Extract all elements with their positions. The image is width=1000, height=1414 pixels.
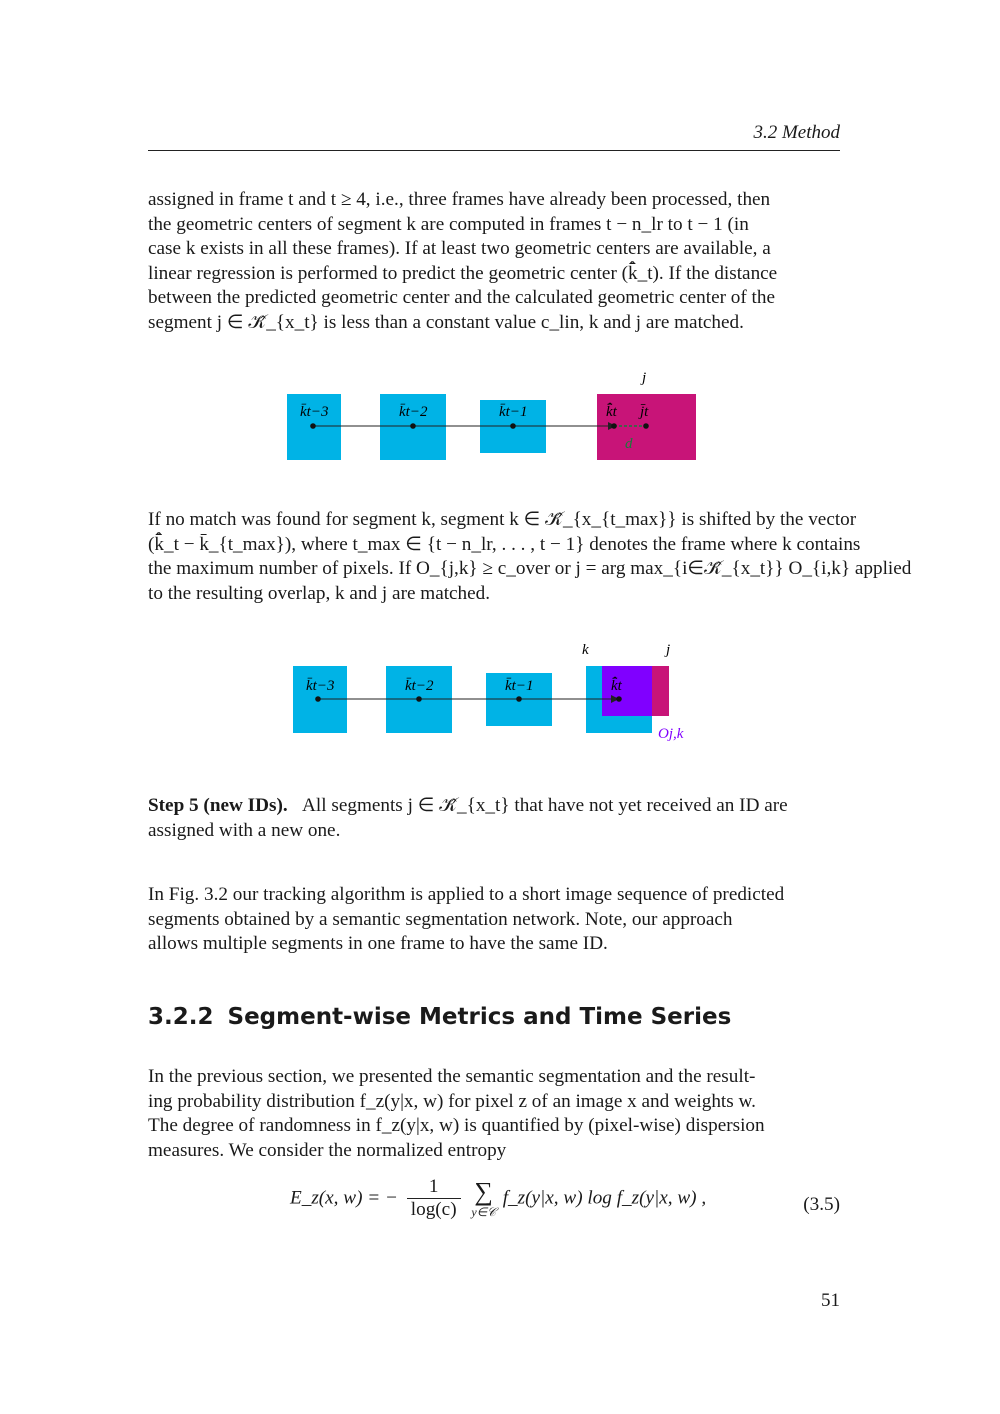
equation-rhs: f_z(y|x, w) log f_z(y|x, w) , bbox=[502, 1187, 707, 1209]
text-line: ing probability distribution f_z(y|x, w) for pixel z of an image x and weights w. bbox=[148, 1090, 756, 1112]
center-point bbox=[510, 423, 516, 429]
center-point bbox=[315, 696, 321, 702]
running-head: 3.2 Method bbox=[753, 122, 840, 143]
fraction-numerator: 1 bbox=[407, 1176, 461, 1199]
page-number: 51 bbox=[821, 1290, 840, 1311]
summation-index: y∈𝒞 bbox=[471, 1204, 496, 1219]
paragraph-figure-reference bbox=[148, 883, 840, 957]
figure-linear-regression bbox=[280, 360, 720, 470]
text-line: assigned with a new one. bbox=[148, 819, 341, 841]
text-line: measures. We consider the normalized entropy bbox=[148, 1139, 507, 1161]
step5-heading: Step 5 (new IDs). bbox=[148, 795, 288, 816]
label-j: j bbox=[666, 642, 671, 658]
label-j: j bbox=[642, 370, 647, 386]
equation-fraction bbox=[407, 1176, 461, 1221]
equation-body bbox=[290, 1176, 706, 1221]
text-line: The degree of randomness in f_z(y|x, w) is quantified by (pixel-wise) dispersion bbox=[148, 1115, 765, 1136]
paragraph-linear-regression bbox=[148, 188, 840, 335]
summation bbox=[471, 1176, 496, 1219]
label-k-t-3: k̄t−3 bbox=[300, 404, 329, 420]
text-line: the maximum number of pixels. If O_{j,k} ≥ c_over or j = arg max_{i∈𝒦̂_{x_t}} O_{i,k} applied bbox=[148, 558, 912, 579]
text-line: assigned in frame t and t ≥ 4, i.e., three frames have already been processed, then bbox=[148, 189, 771, 210]
label-j-t: j̄t bbox=[640, 404, 649, 420]
paragraph-step5 bbox=[148, 794, 840, 843]
label-k-t-2: k̄t−2 bbox=[399, 404, 428, 420]
text-line: between the predicted geometric center and the calculated geometric center of the bbox=[148, 287, 775, 308]
text-line: In the previous section, we presented the semantic segmentation and the result- bbox=[148, 1066, 756, 1087]
center-point bbox=[410, 423, 416, 429]
header-rule bbox=[148, 150, 840, 151]
paragraph-overlap-shift bbox=[148, 508, 912, 606]
figure-overlap bbox=[280, 636, 720, 746]
label-k-t-2: k̄t−2 bbox=[405, 678, 434, 694]
text-line: to the resulting overlap, k and j are matched. bbox=[148, 582, 491, 604]
label-distance: d bbox=[625, 436, 633, 452]
label-k-t-1: k̄t−1 bbox=[499, 404, 528, 420]
text-line: If no match was found for segment k, segment k ∈ 𝒦̂_{x_{t_max}} is shifted by the vector bbox=[148, 509, 857, 530]
overlap-region bbox=[602, 666, 652, 716]
center-point bbox=[416, 696, 422, 702]
text-line: segments obtained by a semantic segmentation network. Note, our approach bbox=[148, 908, 733, 930]
text-line: allows multiple segments in one frame to have the same ID. bbox=[148, 933, 608, 954]
sigma-symbol: ∑ bbox=[474, 1176, 493, 1206]
center-point bbox=[310, 423, 316, 429]
label-k-t-3: k̄t−3 bbox=[306, 678, 335, 694]
label-k: k bbox=[582, 642, 589, 658]
label-k-t-1: k̄t−1 bbox=[505, 678, 534, 694]
label-k-hat-t: k̂̄t bbox=[606, 404, 617, 420]
fraction-denominator: log(c) bbox=[410, 1199, 457, 1220]
center-point bbox=[611, 423, 617, 429]
equation-entropy bbox=[148, 1176, 840, 1236]
text-line bbox=[148, 794, 840, 819]
text-line: the geometric centers of segment k are computed in frames t − n_lr to t − 1 (in bbox=[148, 213, 749, 235]
label-overlap: Oj,k bbox=[658, 726, 684, 742]
text-line: In Fig. 3.2 our tracking algorithm is applied to a short image sequence of predicted bbox=[148, 884, 785, 905]
paragraph-entropy-intro bbox=[148, 1065, 840, 1163]
section-title-text: Segment-wise Metrics and Time Series bbox=[227, 1004, 732, 1030]
text-line: (k̂̄_t − k̄_{t_max}), where t_max ∈ {t − n_lr, . . . , t − 1} denotes the frame where k contains bbox=[148, 533, 861, 555]
label-k-hat-t: k̂̄t bbox=[611, 678, 622, 694]
equation-number: (3.5) bbox=[803, 1194, 840, 1215]
equation-lhs: E_z(x, w) = − bbox=[290, 1187, 398, 1209]
section-number: 3.2.2 bbox=[148, 1004, 214, 1030]
text-line: case k exists in all these frames). If at least two geometric centers are available, a bbox=[148, 238, 771, 259]
center-point bbox=[516, 696, 522, 702]
step5-text: All segments j ∈ 𝒦̂_{x_t} that have not yet received an ID are bbox=[302, 795, 788, 816]
text-line: linear regression is performed to predict the geometric center (k̂̄_t). If the distance bbox=[148, 262, 778, 284]
center-point bbox=[643, 423, 649, 429]
text-line: segment j ∈ 𝒦̂_{x_t} is less than a constant value c_lin, k and j are matched. bbox=[148, 311, 744, 333]
center-point bbox=[616, 696, 622, 702]
section-heading bbox=[148, 1004, 731, 1030]
